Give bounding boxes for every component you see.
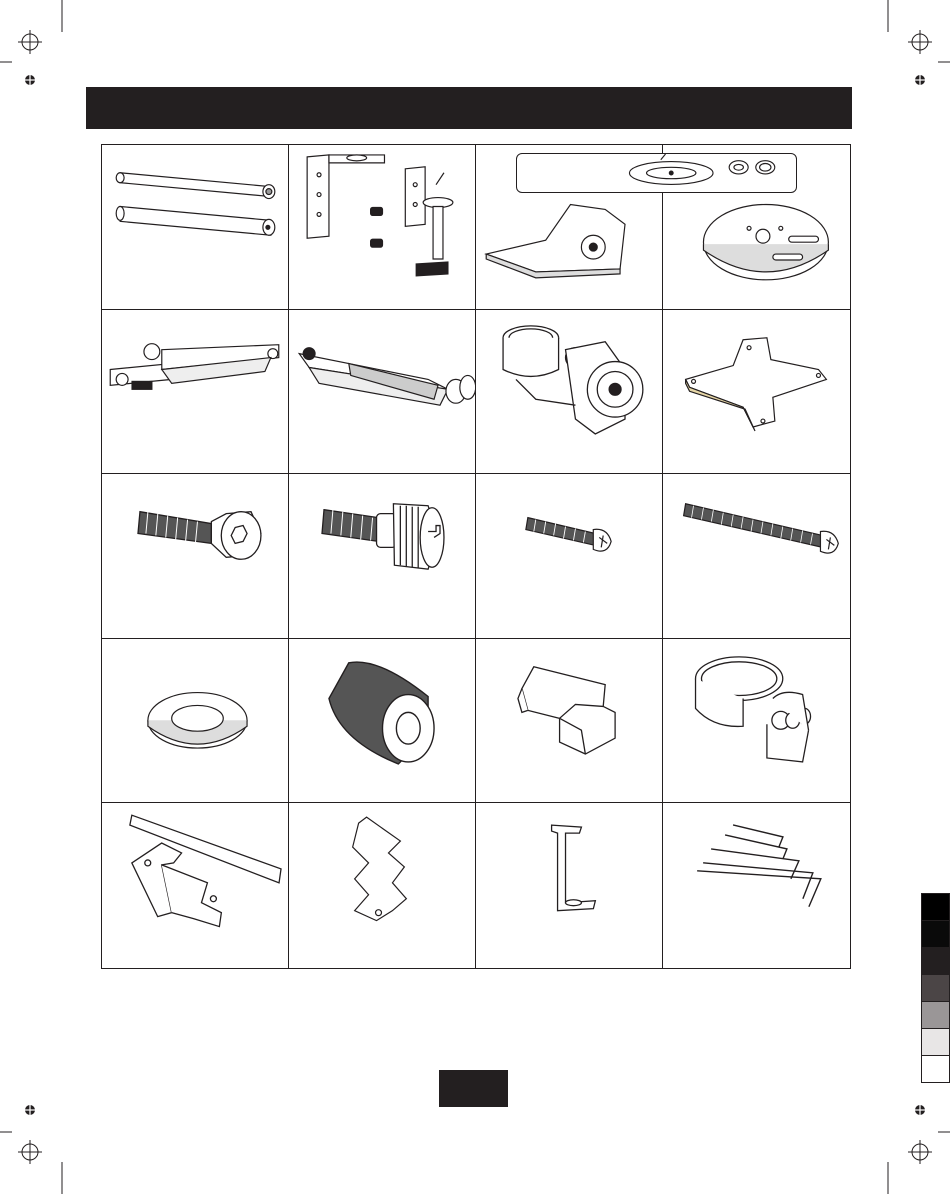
angled-bracket-icon [102,803,288,968]
part-cell [102,803,289,968]
part-cell [102,145,289,310]
lower-arm-icon [289,310,475,474]
part-cell [289,145,476,310]
pole-collar-joint-icon [476,310,662,474]
wave-spring-bracket-icon [289,803,475,968]
section-header-banner [86,87,852,129]
desk-clamp-brackets-icon [289,145,475,309]
part-cell [663,310,850,475]
part-cell [289,474,476,639]
extension-poles-icon [102,145,288,309]
part-cell [289,639,476,804]
color-swatch [921,947,950,975]
part-cell [102,639,289,804]
z-bracket-icon [476,803,662,968]
washer-icon [102,639,288,803]
parts-grid [101,144,851,969]
part-cell [476,474,663,639]
color-calibration-bar [921,893,950,1082]
upper-arm-icon [102,310,288,474]
part-cell [663,474,850,639]
hardware-callout [516,153,797,193]
part-cell [476,310,663,475]
base-plate-washers-icon [517,154,796,192]
page-number-tab [439,1070,508,1107]
part-cell [102,310,289,475]
part-cell [663,803,850,968]
cable-clip-icon [476,639,662,803]
part-cell [289,310,476,475]
color-swatch [921,1001,950,1029]
spacer-icon [289,639,475,803]
part-cell [476,639,663,804]
allen-keys-icon [663,803,850,968]
part-cell [102,474,289,639]
color-swatch [921,1028,950,1056]
countersunk-hex-bolt-icon [102,474,288,638]
color-swatch [921,920,950,948]
cable-management-clip-icon [663,639,850,803]
part-cell [289,803,476,968]
part-cell [476,803,663,968]
long-phillips-screw-icon [663,474,850,638]
short-phillips-screw-icon [476,474,662,638]
part-cell [663,639,850,804]
color-swatch [921,1055,950,1083]
vesa-adapter-plate-icon [663,310,850,474]
color-swatch [921,893,950,921]
thumb-screw-icon [289,474,475,638]
color-swatch [921,974,950,1002]
